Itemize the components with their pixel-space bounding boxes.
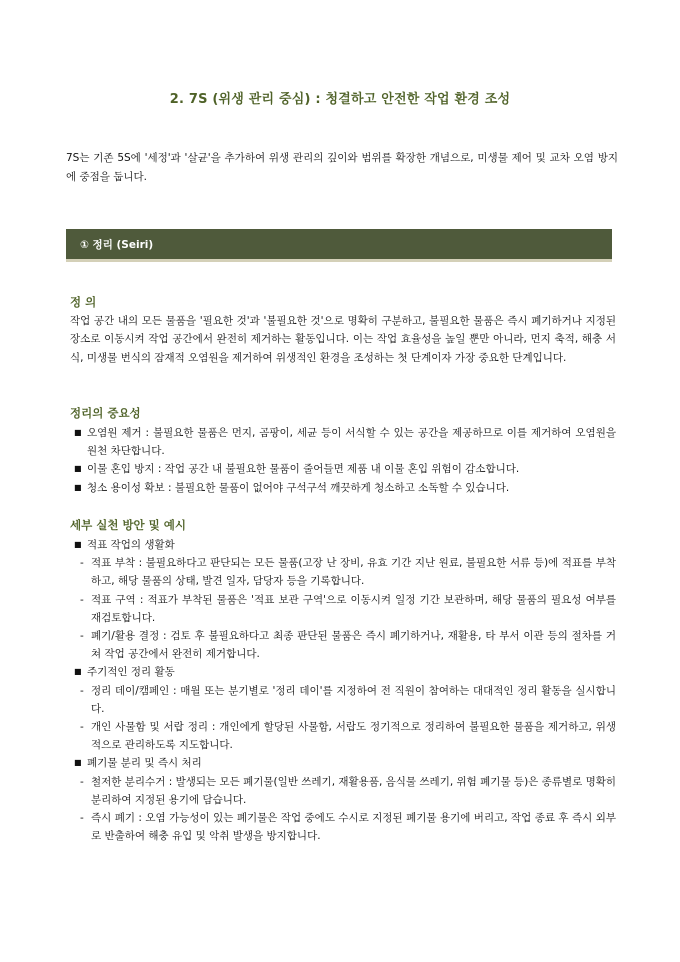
practice-item: - 철저한 분리수거 : 발생되는 모든 폐기물(일반 쓰레기, 재활용품, 음식물 쓰레기, 위험 폐기물 등)은 종류별로 명확히 분리하여 지정된 용기에 담습니다.: [80, 775, 616, 806]
practice-group-title: ■ 주기적인 정리 활동: [70, 663, 616, 681]
practice-item: - 적표 구역 : 적표가 부착된 물품은 '적표 보관 구역'으로 이동시켜 일정 기간 보관하며, 해당 물품의 필요성 여부를 재검토합니다.: [80, 593, 616, 624]
practice-item: - 폐기/활용 결정 : 검토 후 불필요하다고 최종 판단된 물품은 즉시 폐기하거나, 재활용, 타 부서 이관 등의 절차를 거쳐 작업 공간에서 완전히 제거합니다.: [80, 630, 616, 661]
list-item: ■ 이물 혼입 방지 : 작업 공간 내 불필요한 물품이 줄어들면 제품 내 이물 혼입 위험이 감소합니다.: [70, 460, 616, 478]
definition-heading: 정 의: [70, 295, 97, 309]
square-bullet-icon: ■: [74, 482, 82, 492]
list-item: ■ 오염원 제거 : 불필요한 물품은 먼지, 곰팡이, 세균 등이 서식할 수 있는 공간을 제공하므로 이를 제거하여 오염원을 원천 차단합니다.: [70, 424, 616, 460]
square-bullet-icon: ■: [74, 540, 82, 549]
practice-heading: 세부 실천 방안 및 예시: [70, 518, 186, 532]
practice-list: [70, 536, 616, 845]
section-header-band: [66, 229, 612, 262]
practice-item: - 정리 데이/캠페인 : 매월 또는 분기별로 '정리 데이'를 지정하여 전 직원이 참여하는 대대적인 정리 활동을 실시합니다.: [80, 684, 616, 715]
square-bullet-icon: ■: [74, 667, 82, 677]
practice-group-title: ■ 적표 작업의 생활화: [70, 536, 616, 554]
square-bullet-icon: ■: [74, 758, 82, 768]
definition-text: 작업 공간 내의 모든 물품을 '필요한 것'과 '불필요한 것'으로 명확히 구분하고, 불필요한 물품은 즉시 폐기하거나 지정된 장소로 이동시켜 작업 공간에서 완전히 제거하는 활동입니다. 이는 작업 효율성을 높일 뿐만 아니라, 먼지 축적, 해충 서식, 미생물 번식의 잠재적 오염원을 제거하여 위생적인 환경을 조성하는 첫 단계이자 가장 중요한 단계입니다.: [70, 315, 616, 364]
section-header-label: ① 정리 (Seiri): [80, 239, 154, 251]
square-bullet-icon: ■: [74, 428, 82, 437]
practice-item: - 적표 부착 : 불필요하다고 판단되는 모든 물품(고장 난 장비, 유효 기간 지난 원료, 불필요한 서류 등)에 적표를 부착하고, 해당 물품의 상태, 발견 일자, 담당자 등을 기록합니다.: [80, 557, 616, 588]
list-item: ■ 청소 용이성 확보 : 불필요한 물품이 없어야 구석구석 깨끗하게 청소하고 소독할 수 있습니다.: [70, 479, 616, 497]
practice-item: - 즉시 폐기 : 오염 가능성이 있는 폐기물은 작업 중에도 수시로 지정된 폐기물 용기에 버리고, 작업 종료 후 즉시 외부로 반출하여 해충 유입 및 악취 발생을 방지합니다.: [80, 812, 616, 843]
intro-paragraph: 7S는 기존 5S에 '세정'과 '살균'을 추가하여 위생 관리의 깊이와 범위를 확장한 개념으로, 미생물 제어 및 교차 오염 방지에 중점을 둡니다.: [66, 152, 618, 183]
importance-list: [70, 424, 616, 497]
page-title: 2. 7S (위생 관리 중심) : 청결하고 안전한 작업 환경 조성: [169, 92, 511, 107]
square-bullet-icon: ■: [74, 464, 82, 474]
practice-item: - 개인 사물함 및 서랍 정리 : 개인에게 할당된 사물함, 서랍도 정기적으로 정리하여 불필요한 물품을 제거하고, 위생적으로 관리하도록 지도합니다.: [80, 721, 616, 752]
importance-heading: 정리의 중요성: [70, 406, 141, 420]
practice-group-title: ■ 폐기물 분리 및 즉시 처리: [70, 754, 616, 772]
